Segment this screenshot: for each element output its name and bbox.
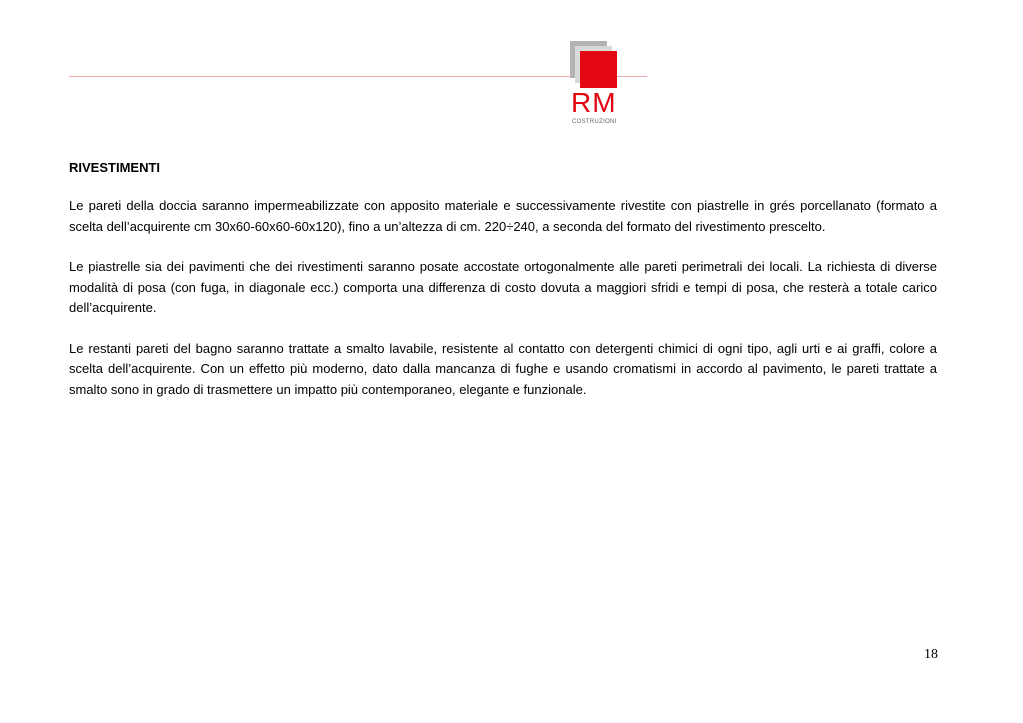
paragraph-tile-laying: Le piastrelle sia dei pavimenti che dei rivestimenti saranno posate accostate ortogonalmente alle pareti perimetrali dei locali. La richiesta di diverse modalità di posa (con fuga, in diagonale ecc.) comporta una differenza di costo dovuta a maggiori sfridi e tempi di posa, che resterà a totale carico dell’acquirente.	[69, 259, 937, 315]
logo-subtitle: COSTRUZIONI	[572, 119, 617, 125]
document-body	[69, 158, 937, 420]
company-logo	[565, 40, 625, 130]
paragraph-shower-walls: Le pareti della doccia saranno impermeabilizzate con apposito materiale e successivamente rivestite con piastrelle in grés porcellanato (formato a scelta dell’acquirente cm 30x60-60x60-60x120), fino a un’altezza di cm. 220÷240, a seconda del formato del rivestimento prescelto.	[69, 198, 937, 234]
logo-mark: RM	[571, 87, 617, 118]
header-divider	[69, 76, 647, 77]
logo-square-front	[580, 51, 617, 88]
paragraph-bathroom-walls: Le restanti pareti del bagno saranno trattate a smalto lavabile, resistente al contatto con detergenti chimici di ogni tipo, agli urti e ai graffi, colore a scelta dell’acquirente. Con un effetto più moderno, dato dalla mancanza di fughe e usando cromatismi in accordo al pavimento, le pareti trattate a smalto sono in grado di trasmettere un impatto più contemporaneo, elegante e funzionale.	[69, 340, 937, 397]
page-number: 18	[924, 647, 938, 662]
section-title: RIVESTIMENTI	[69, 160, 161, 175]
